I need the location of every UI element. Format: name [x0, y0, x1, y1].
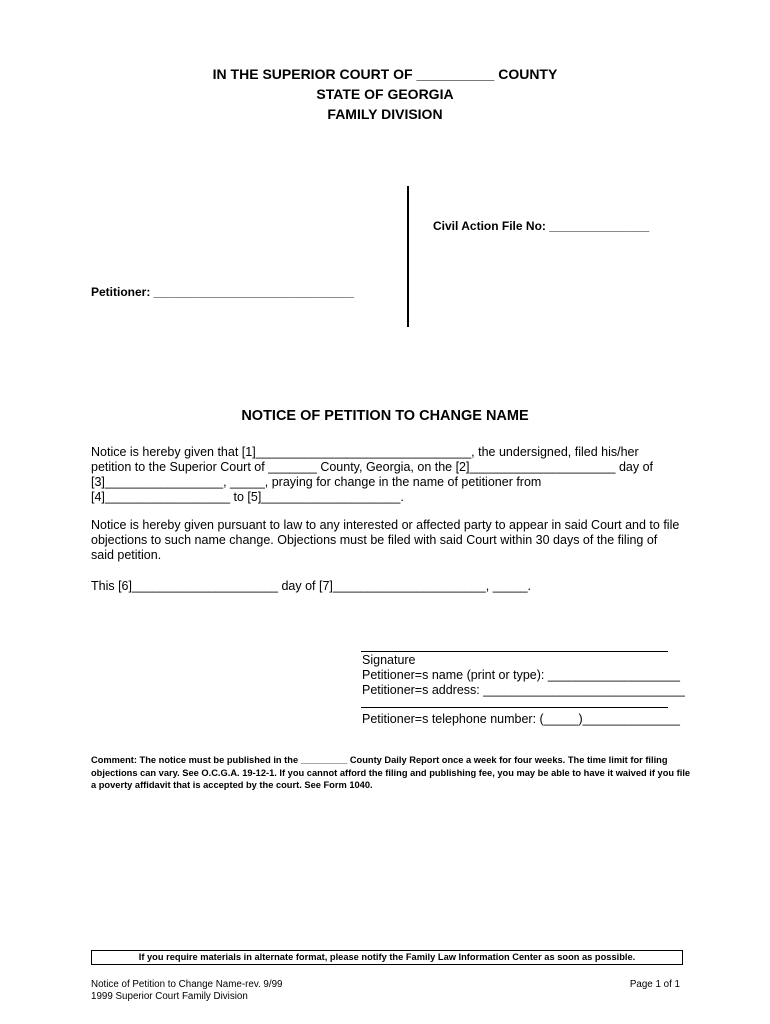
civil-action-file-label: Civil Action File No: _______________: [433, 219, 650, 233]
footer-division: 1999 Superior Court Family Division: [91, 991, 248, 1002]
signature-block: [362, 653, 685, 698]
comment-text: Comment: The notice must be published in the _________ County Daily Report once a week for four weeks. The time limit for filing objections can vary. See O.C.G.A. 19-12-1. If you cannot afford the filing and publishing fee, you may be able to have it waived if you file a poverty affidavit that is accepted by the court. See Form 1040.: [91, 755, 691, 790]
court-header-line1: IN THE SUPERIOR COURT OF __________ COUNTY: [212, 66, 558, 82]
caption-divider: [407, 186, 409, 327]
signature-line: [361, 651, 668, 652]
court-header-line3: FAMILY DIVISION: [327, 106, 443, 122]
notice-paragraph-2: Notice is hereby given pursuant to law to any interested or affected party to appear in said Court and to file objections to such name change. Objections must be filed with said Court within 30 days of the filing of said petition.: [91, 518, 680, 562]
para1-line1: Notice is hereby given that [1]_______________________________, the undersigned, filed his/her: [91, 445, 639, 459]
petitioner-address-line: Petitioner=s address: _____________________________: [362, 683, 685, 697]
court-header-line2: STATE OF GEORGIA: [316, 86, 454, 102]
para1-line3: [3]_________________, _____, praying for change in the name of petitioner from: [91, 475, 542, 489]
address-second-line: [361, 707, 668, 708]
notice-title: NOTICE OF PETITION TO CHANGE NAME: [241, 408, 529, 424]
petitioner-name-line: Petitioner=s name (print or type): ___________________: [362, 668, 680, 682]
footer-left: [91, 979, 283, 1003]
petitioner-label: Petitioner: ______________________________: [91, 285, 354, 299]
notice-paragraph-3: This [6]_____________________ day of [7]______________________, _____.: [91, 579, 531, 593]
alternate-format-note: If you require materials in alternate format, please notify the Family Law Information Center as soon as possible.: [91, 950, 683, 965]
page-number: Page 1 of 1: [629, 979, 680, 990]
para1-line2: petition to the Superior Court of _______ County, Georgia, on the [2]_____________________ day of: [91, 460, 653, 474]
para1-line4: [4]__________________ to [5]____________________.: [91, 490, 404, 504]
notice-paragraph-1: [91, 445, 691, 505]
footer-form-title: Notice of Petition to Change Name-rev. 9/99: [91, 979, 283, 990]
petitioner-phone-line: Petitioner=s telephone number: (_____)______________: [362, 712, 680, 726]
signature-label: Signature: [362, 653, 416, 667]
